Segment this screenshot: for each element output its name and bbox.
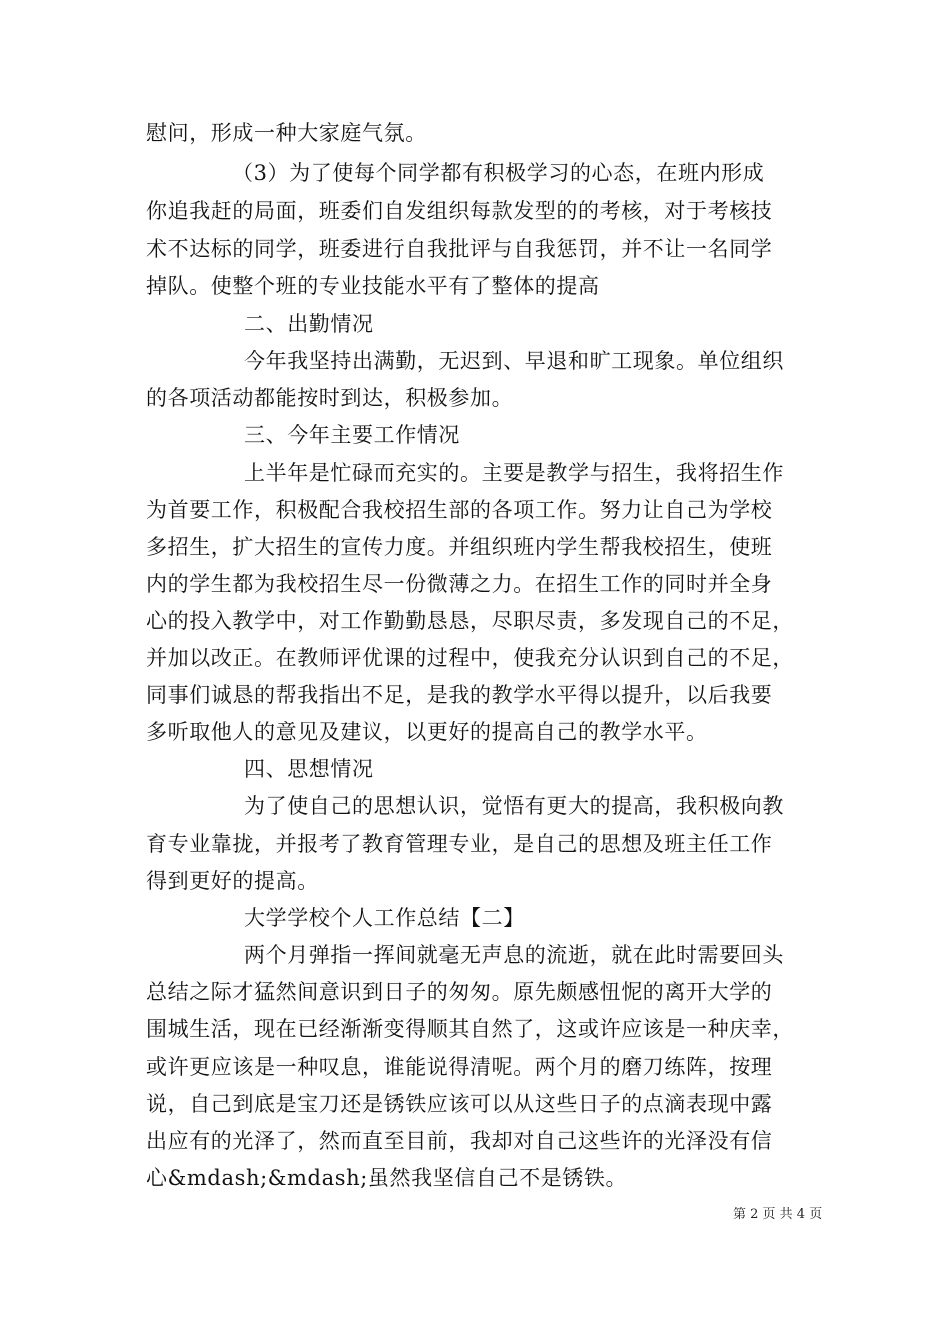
text-line: 得到更好的提高。 [146,869,319,893]
page-number: 第 2 页 共 4 页 [733,1207,823,1222]
text-line: 说，自己到底是宝刀还是锈铁应该可以从这些日子的点滴表现中露 [146,1092,773,1116]
section-heading: 大学学校个人工作总结【二】 [244,906,525,930]
text-line: 总结之际才猛然间意识到日子的匆匆。原先颇感忸怩的离开大学的 [146,980,773,1004]
text-line: 术不达标的同学，班委进行自我批评与自我惩罚，并不让一名同学 [146,237,773,261]
text-line: 围城生活，现在已经渐渐变得顺其自然了，这或许应该是一种庆幸， [146,1017,794,1041]
text-line: 今年我坚持出满勤，无迟到、早退和旷工现象。单位组织 [244,349,784,373]
text-line: 或许更应该是一种叹息，谁能说得清呢。两个月的磨刀练阵，按理 [146,1055,773,1079]
text-line: 并加以改正。在教师评优课的过程中，使我充分认识到自己的不足， [146,646,794,670]
text-line: 多听取他人的意见及建议，以更好的提高自己的教学水平。 [146,720,708,744]
text-line: 掉队。使整个班的专业技能水平有了整体的提高 [146,274,600,298]
text-line: （3）为了使每个同学都有积极学习的心态，在班内形成 [232,161,765,185]
section-heading: 二、出勤情况 [244,312,374,336]
text-line: 的各项活动都能按时到达，积极参加。 [146,386,514,410]
section-heading: 三、今年主要工作情况 [244,423,460,447]
text-line: 为了使自己的思想认识，觉悟有更大的提高，我积极向教 [244,794,784,818]
text-line: 育专业靠拢，并报考了教育管理专业，是自己的思想及班主任工作 [146,832,773,856]
text-line: 心的投入教学中，对工作勤勤恳恳，尽职尽责，多发现自己的不足， [146,609,794,633]
text-line: 出应有的光泽了，然而直至目前，我却对自己这些许的光泽没有信 [146,1129,773,1153]
text-line: 上半年是忙碌而充实的。主要是教学与招生，我将招生作 [244,461,784,485]
text-line: 心&mdash;&mdash;虽然我坚信自己不是锈铁。 [146,1166,628,1190]
text-line: 你追我赶的局面，班委们自发组织每款发型的的考核，对于考核技 [146,199,773,223]
text-line: 同事们诚恳的帮我指出不足，是我的教学水平得以提升，以后我要 [146,683,773,707]
text-line: 多招生，扩大招生的宣传力度。并组织班内学生帮我校招生，使班 [146,535,773,559]
section-heading: 四、思想情况 [244,757,374,781]
text-line: 两个月弹指一挥间就毫无声息的流逝，就在此时需要回头 [244,943,784,967]
text-line: 慰问，形成一种大家庭气氛。 [146,121,427,145]
text-line: 内的学生都为我校招生尽一份微薄之力。在招生工作的同时并全身 [146,572,773,596]
text-line: 为首要工作，积极配合我校招生部的各项工作。努力让自己为学校 [146,498,773,522]
